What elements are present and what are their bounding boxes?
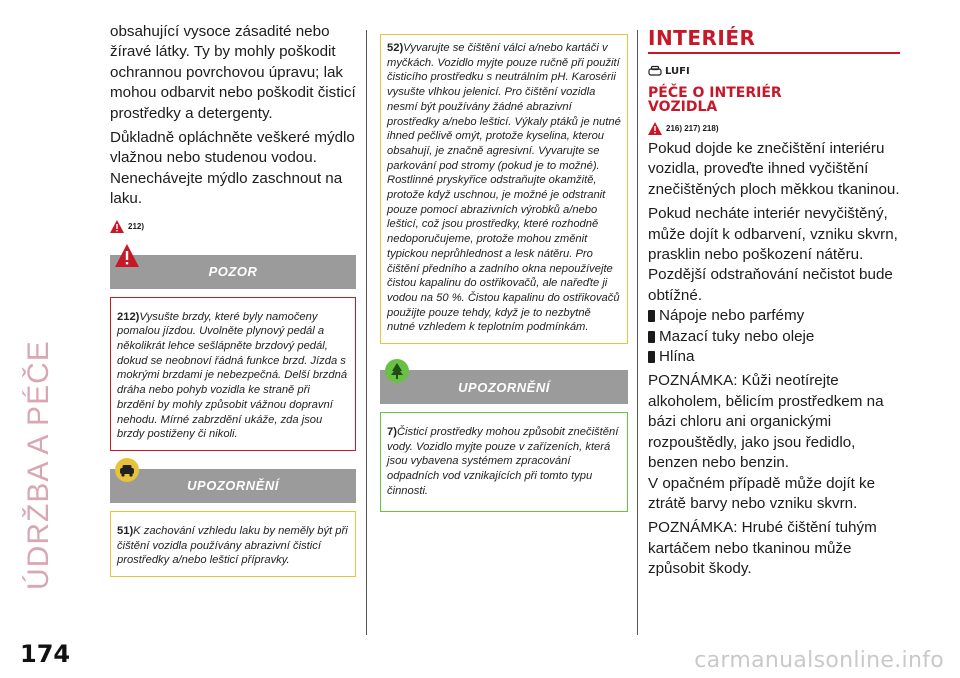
upozorneni-box-header	[110, 469, 356, 503]
list-item: Hlína	[648, 347, 900, 367]
box-note-text: Čisticí prostředky mohou způsobit znečištění vody. Vozidlo myjte pouze v zařízeních, která jsou vybavena systémem zpracování odpadních vod vznikajících při tomto typu činnosti.	[387, 426, 619, 497]
danger-triangle-icon	[114, 243, 140, 269]
subheading	[648, 86, 900, 114]
box-note-text: Vyvarujte se čištění válci a/nebo kartáči v myčkách. Vozidlo myjte pouze ručně při použití čisticího prostředku s neutrálním pH. Karosérii vysušte vlhkou jelenicí. Pro čištění vozidla nesmí být používány žádné abrazivní prostředky a/nebo lešticí. Výkaly ptáků je nutné ihned pečlivě omýt, protože kyselina, kterou obsahují, je značně agresivní. Vyvarujte se parkování pod stromy (pokud je to možné). Rostlinné pryskyřice odstraňujte okamžitě, protože když uschnou, je možné je odstranit pouze pomocí abrazivních výrobků a/nebo lešticí, což jsou prostředky, které rozhodně nedoporučujeme, protože mohou změnit typickou neprůhlednost a lesk nátěru. Pro čištění předního a zadního okna nepoužívejte čistou kapalinu do ostřikovačů, ale nařeďte ji vodou na 50 %. Čistou kapalinu do ostřikovačů použijte pouze tehdy, když je to nezbytně nutné vzhledem k teplotním podmínkám.	[387, 42, 621, 334]
bullet-icon	[648, 331, 655, 343]
paragraph: obsahující vysoce zásadité nebo žíravé látky. Ty by mohly poškodit ochrannou povrchovou úpravu; lak mohou odbarvit nebo poškodit čisticí prostředky a detergenty.	[110, 23, 356, 122]
note-paragraph: POZNÁMKA: Kůži neotírejte alkoholem, bělicím prostředkem na bázi chloru ani organickými rozpouštědly, jako jsou ředidlo, benzen nebo benzin.	[648, 372, 884, 472]
column-1	[110, 22, 356, 577]
bullet-icon	[648, 310, 655, 322]
watermark: carmanualsonline.info	[694, 648, 944, 673]
pozor-box-header	[110, 255, 356, 289]
heading-rule	[648, 52, 900, 54]
reference-line	[110, 220, 356, 233]
list-item: Nápoje nebo parfémy	[648, 306, 900, 326]
environment-tree-icon	[384, 358, 410, 384]
box-note-number: 212)	[117, 310, 140, 323]
reference-number: 212)	[128, 221, 145, 231]
environment-box-header	[380, 370, 628, 404]
column-divider	[366, 30, 367, 635]
upozorneni-box-title: UPOZORNĚNÍ	[187, 478, 279, 494]
pozor-box-body	[110, 297, 356, 451]
note-paragraph: POZNÁMKA: Hrubé čištění tuhým kartáčem nebo tkaninou může způsobit škody.	[648, 519, 877, 578]
paragraph: Pokud dojde ke znečištění interiéru vozidla, proveďte ihned vyčištění znečištěných ploch měkkou tkaninou.	[648, 140, 900, 198]
upozorneni-box-body	[110, 511, 356, 577]
bullet-icon	[648, 351, 655, 363]
car-warning-icon	[114, 457, 140, 483]
box-note-text: K zachování vzhledu laku by neměly být při čištění vozidla používány abrazivní čisticí prostředky a/nebo lešticí přípravky.	[117, 524, 348, 567]
warning-triangle-icon	[648, 122, 662, 135]
pozor-box	[110, 255, 356, 451]
note-paragraph: V opačném případě může dojít ke ztrátě barvy nebo vzniku skvrn.	[648, 474, 876, 512]
paragraph: Důkladně opláchněte veškeré mýdlo vlažnou nebo studenou vodou. Nenechávejte mýdlo zaschnout na laku.	[110, 129, 355, 208]
paragraph: Pokud necháte interiér nevyčištěný, může dojít k odbarvení, vzniku skvrn, prasklin nebo poškození nátěru. Pozdější odstraňování nečistot bude obtížné.	[648, 205, 898, 304]
box-note-number: 52)	[387, 42, 404, 54]
reference-numbers: 216) 217) 218)	[666, 124, 719, 133]
subheading-line: PÉČE O INTERIÉR	[648, 85, 782, 101]
box-note-text: Vysušte brzdy, které byly namočeny pomalou jízdou. Uvolněte plynový pedál a několikrát lehce sešlápněte brzdový pedál, dokud se neobnoví řádná funkce brzd. Jízda s mokrými brzdami je nebezpečná. Delší brzdná dráha nebo pohyb vozidla ke straně při brzdění by mohly způsobit vážnou dopravní nehodu. Mírné zabrzdění ukáže, zda jsou brzdy postiženy či nikoli.	[117, 310, 348, 441]
pozor-box-title: POZOR	[208, 264, 258, 280]
bullet-list	[648, 306, 900, 367]
warning-triangle-icon	[110, 220, 124, 233]
environment-box-body	[380, 412, 628, 512]
car-interior-icon	[648, 64, 662, 78]
subheading-line: VOZIDLA	[648, 99, 718, 115]
column-2	[380, 34, 628, 512]
box-note-number: 51)	[117, 524, 134, 537]
box-note-number: 7)	[387, 426, 397, 439]
interior-icon-row	[648, 62, 900, 80]
reference-line	[648, 122, 900, 135]
environment-box-title: UPOZORNĚNÍ	[458, 379, 550, 395]
column-3	[648, 20, 900, 584]
list-item: Mazací tuky nebo oleje	[648, 327, 900, 347]
column-divider	[637, 30, 638, 635]
section-heading: INTERIÉR	[648, 26, 756, 50]
page-number: 174	[20, 640, 71, 668]
continued-warning-box	[380, 34, 628, 344]
upozorneni-box	[110, 469, 356, 577]
icon-label: LUFI	[665, 65, 690, 77]
environment-box	[380, 370, 628, 512]
section-title: ÚDRŽBA A PÉČE	[22, 340, 55, 590]
section-side-label	[4, 30, 74, 590]
